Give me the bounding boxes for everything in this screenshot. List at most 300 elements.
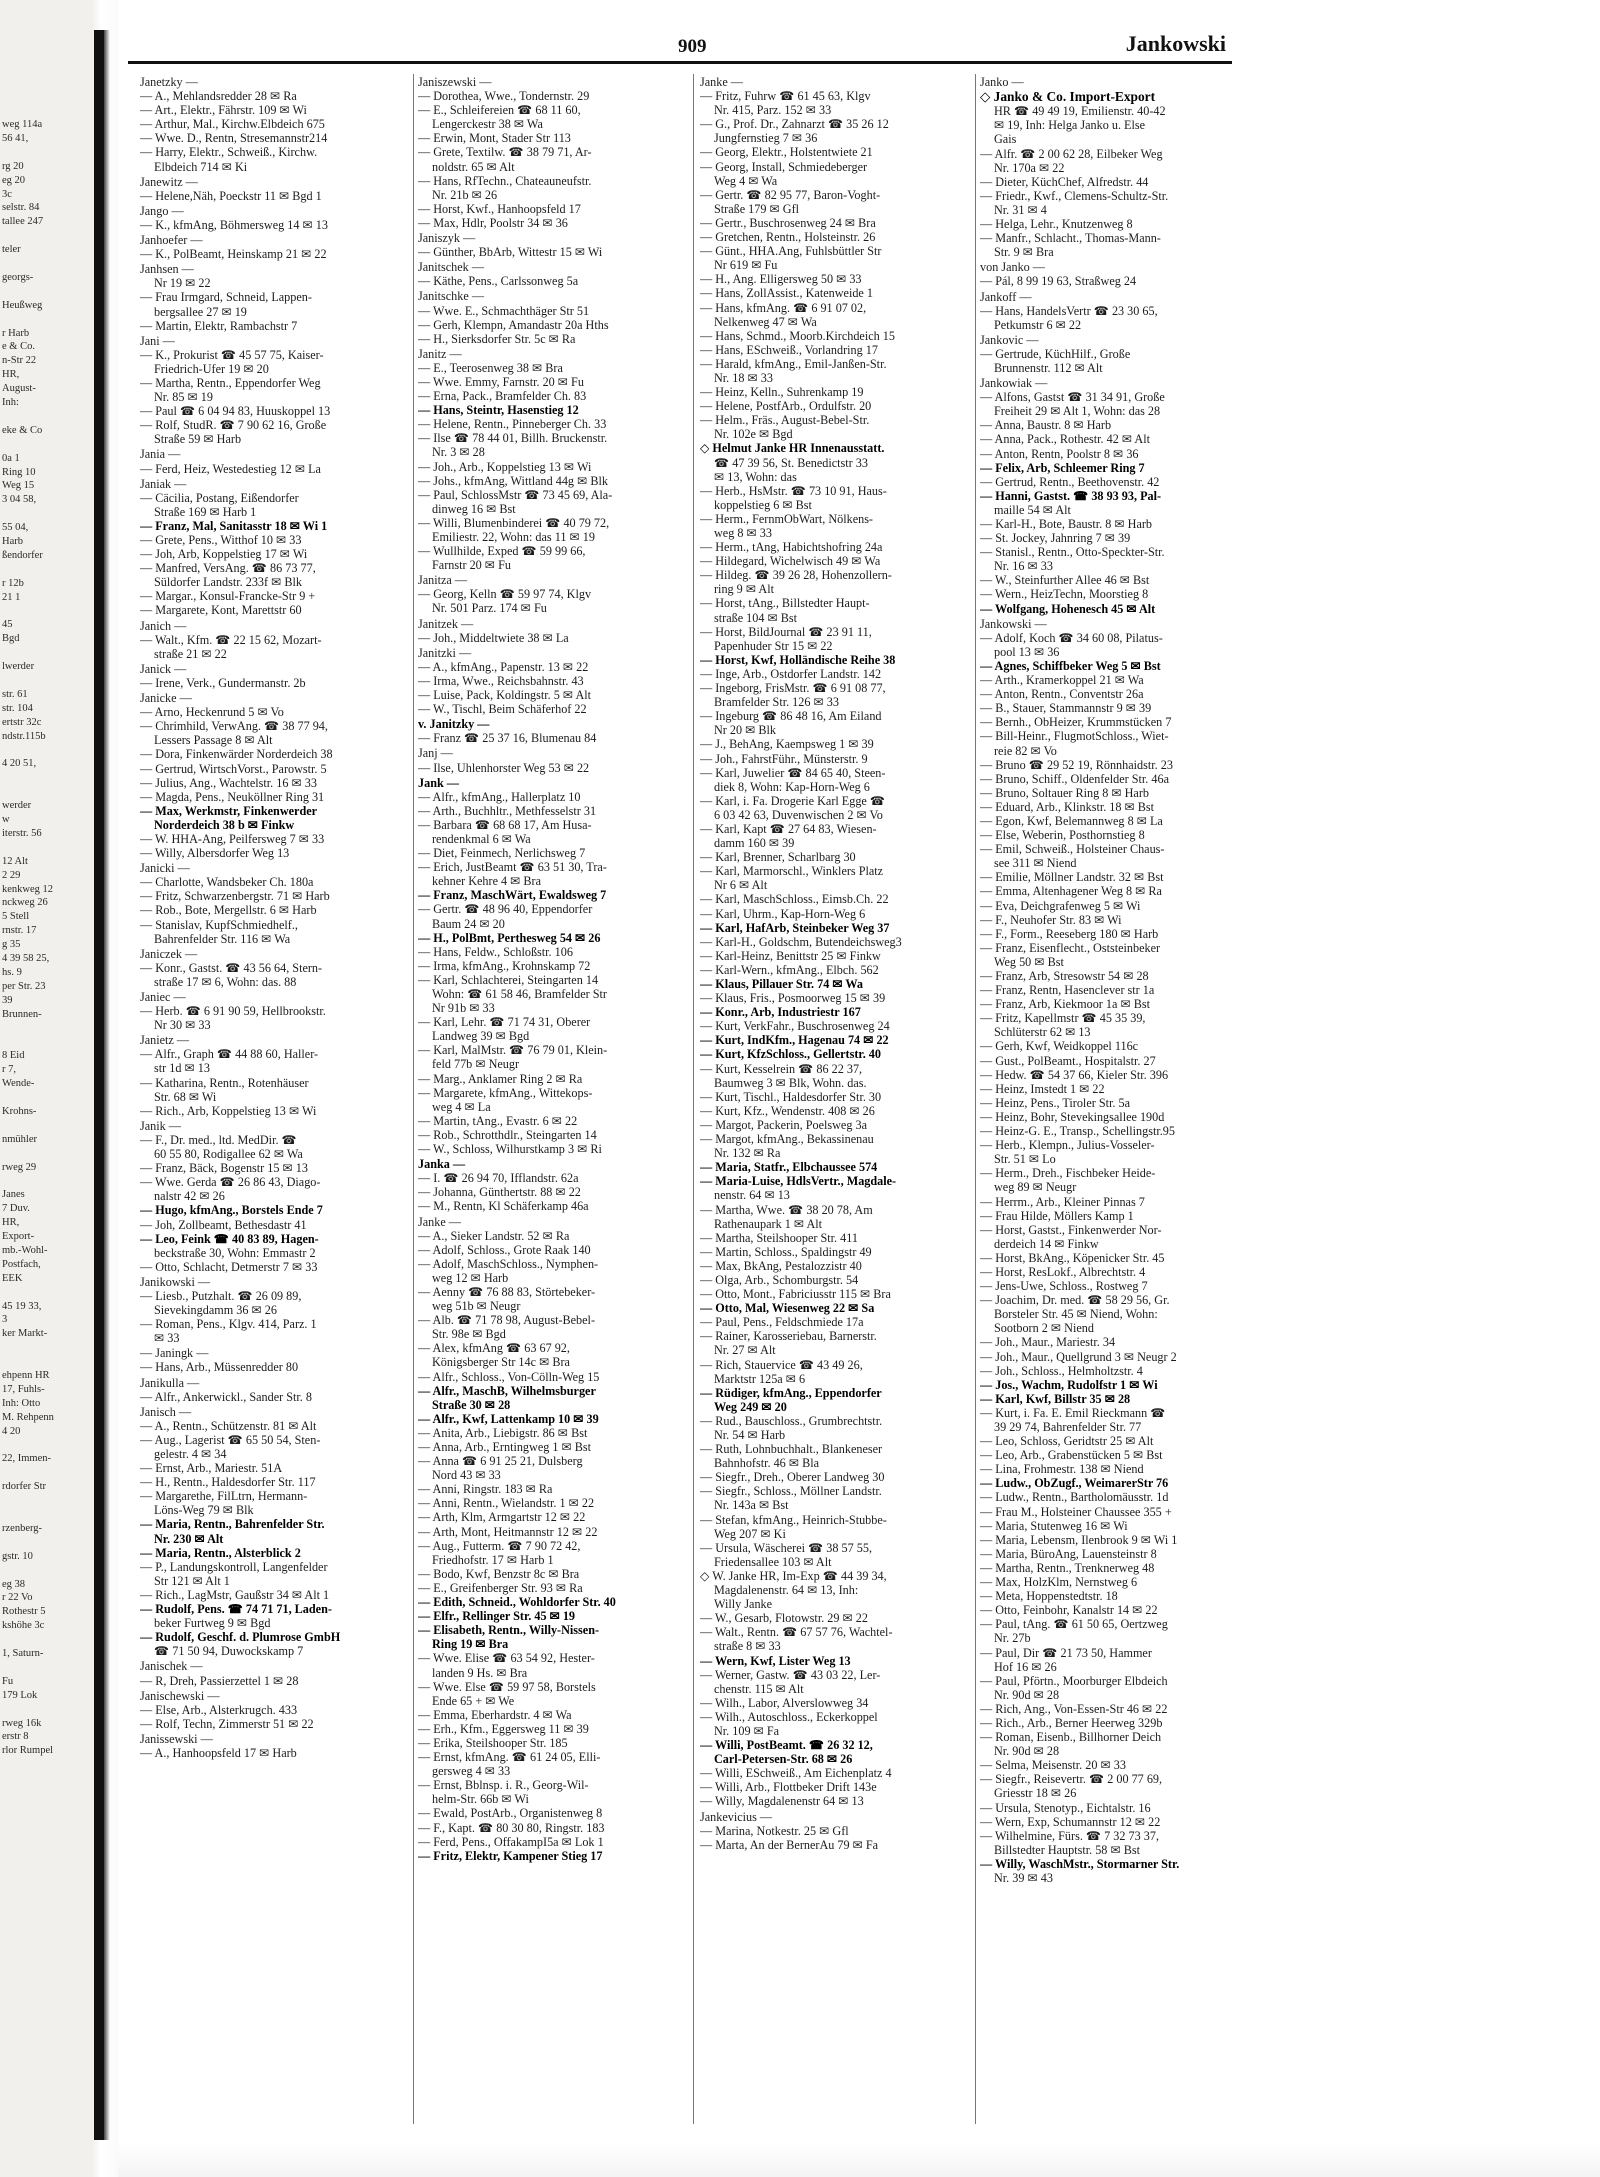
directory-entry: Nr. 90d ✉ 28 xyxy=(994,1744,1060,1759)
directory-entry: — Paul, SchlossMstr ☎ 73 45 69, Ala- xyxy=(418,487,613,502)
spine-text-fragment: 5 Stell xyxy=(2,911,30,923)
spine-text-fragment: r Harb xyxy=(2,327,30,339)
surname-heading: Janicki — xyxy=(140,861,190,876)
directory-entry: — Adolf, Koch ☎ 34 60 08, Pilatus- xyxy=(980,630,1163,645)
directory-entry: — Georg, Elektr., Holstentwiete 21 xyxy=(700,145,873,160)
directory-entry: Farnstr 20 ✉ Fu xyxy=(432,558,511,573)
directory-entry: — Gertr. ☎ 82 95 77, Baron-Voght- xyxy=(700,187,881,202)
directory-entry: — Alfr. ☎ 2 00 62 28, Eilbeker Weg xyxy=(980,146,1163,161)
directory-entry: Nr. 230 ✉ Alt xyxy=(154,1531,224,1546)
directory-entry: — Martha, Rentn., Trenknerweg 48 xyxy=(980,1560,1155,1575)
surname-heading: Janikowski — xyxy=(140,1274,211,1289)
directory-entry: — Karl, Kwf, Billstr 35 ✉ 28 xyxy=(980,1391,1131,1406)
spine-text-fragment: ker Markt- xyxy=(2,1328,48,1340)
directory-entry: Nr. 415, Parz. 152 ✉ 33 xyxy=(714,103,832,118)
directory-entry: Süldorfer Landstr. 233f ✉ Blk xyxy=(154,575,302,590)
spine-text-fragment: August- xyxy=(2,383,36,395)
directory-entry: — Joh., Maur., Mariestr. 34 xyxy=(980,1335,1116,1350)
directory-entry: — Ewald, PostArb., Organistenweg 8 xyxy=(418,1806,603,1821)
directory-entry: — Horst, Gastst., Finkenwerder Nor- xyxy=(980,1222,1162,1237)
directory-entry: Papenhuder Str 15 ✉ 22 xyxy=(714,638,833,653)
directory-entry: Str. 9 ✉ Bra xyxy=(994,245,1054,260)
directory-entry: — Karl, Brenner, Scharlbarg 30 xyxy=(700,850,856,865)
directory-entry: — Karl-Heinz, Benittstr 25 ✉ Finkw xyxy=(700,948,881,963)
directory-entry: str 1d ✉ 13 xyxy=(154,1061,210,1076)
directory-entry: HR ☎ 49 49 19, Emilienstr. 40-42 xyxy=(994,104,1166,119)
directory-entry: — Horst, BildJournal ☎ 23 91 11, xyxy=(700,624,872,639)
directory-entry: — Ursula, Stenotyp., Eichtalstr. 16 xyxy=(980,1800,1151,1815)
directory-entry: — Karl, MaschSchloss., Eimsb.Ch. 22 xyxy=(700,892,889,907)
directory-entry: — Friedr., Kwf., Clemens-Schultz-Str. xyxy=(980,188,1169,203)
directory-entry: Rathenaupark 1 ✉ Alt xyxy=(714,1216,823,1231)
directory-entry: — W. HHA-Ang, Peilfersweg 7 ✉ 33 xyxy=(140,831,325,846)
directory-entry: — Hans, HandelsVertr ☎ 23 30 65, xyxy=(980,303,1158,318)
surname-heading: Janischek — xyxy=(140,1659,203,1674)
surname-heading: Janich — xyxy=(140,618,187,633)
directory-entry: — Martin, Elektr, Rambachstr 7 xyxy=(140,318,298,333)
directory-entry: — Kurt, KfzSchloss., Gellertstr. 40 xyxy=(700,1047,881,1062)
surname-heading: Janj — xyxy=(418,746,453,761)
directory-entry: Nr. 16 ✉ 33 xyxy=(994,559,1053,574)
directory-entry: — Bernh., ObHeizer, Krummstücken 7 xyxy=(980,715,1172,730)
directory-entry: — Karl-H., Bote, Baustr. 8 ✉ Harb xyxy=(980,517,1153,532)
spine-text-fragment: e & Co. xyxy=(2,341,35,353)
directory-entry: — Eduard, Arb., Klinkstr. 18 ✉ Bst xyxy=(980,799,1155,814)
directory-entry: dinweg 16 ✉ Bst xyxy=(432,501,516,516)
surname-heading: Janhoefer — xyxy=(140,233,203,248)
directory-entry: — Art., Elektr., Fährstr. 109 ✉ Wi xyxy=(140,103,307,118)
directory-entry: — Heinz-G. E., Transp., Schellingstr.95 xyxy=(980,1124,1175,1139)
surname-heading: Jank — xyxy=(418,775,459,790)
directory-entry: — Irene, Verk., Gundermanstr. 2b xyxy=(140,675,306,690)
directory-column-1 xyxy=(140,74,412,2144)
directory-entry: — Wwe. Else ☎ 59 97 58, Borstels xyxy=(418,1679,596,1694)
spine-text-fragment: 2 29 xyxy=(2,869,21,881)
directory-entry: — Hanni, Gastst. ☎ 38 93 93, Pal- xyxy=(980,488,1162,503)
directory-entry: — Olga, Arb., Schomburgstr. 54 xyxy=(700,1272,859,1287)
spine-text-fragment: HR, xyxy=(2,1217,20,1229)
directory-entry: — E., Schleifereien ☎ 68 11 60, xyxy=(418,103,581,118)
directory-entry: — Wolfgang, Hohenesch 45 ✉ Alt xyxy=(980,601,1156,616)
directory-entry: — Ernst, Bblnsp. i. R., Georg-Wil- xyxy=(418,1778,589,1793)
directory-entry: Elbdeich 714 ✉ Ki xyxy=(154,159,248,174)
spine-text-fragment: kshöhe 3c xyxy=(2,1620,45,1632)
directory-entry: Jungfernstieg 7 ✉ 36 xyxy=(714,131,818,146)
directory-entry: — Joachim, Dr. med. ☎ 58 29 56, Gr. xyxy=(980,1293,1170,1308)
directory-entry: ✉ 13, Wohn: das xyxy=(714,469,797,484)
directory-entry: — Emil, Schweiß., Holsteiner Chaus- xyxy=(980,842,1165,857)
spine-text-fragment: rweg 29 xyxy=(2,1161,37,1173)
directory-entry: — Emilie, Möllner Landstr. 32 ✉ Bst xyxy=(980,870,1164,885)
spine-text-fragment: 3 04 58, xyxy=(2,494,37,506)
surname-heading: Jankevicius — xyxy=(700,1809,773,1824)
directory-entry: Nord 43 ✉ 33 xyxy=(432,1468,501,1483)
directory-entry: Bahnhofstr. 46 ✉ Bla xyxy=(714,1456,819,1471)
directory-column-2 xyxy=(418,74,690,2144)
directory-entry: — Bodo, Kwf, Benzstr 8c ✉ Bra xyxy=(418,1566,580,1581)
spine-text-fragment: Ring 10 xyxy=(2,466,36,478)
directory-entry: — A., Sieker Landstr. 52 ✉ Ra xyxy=(418,1228,570,1243)
surname-heading: Janke — xyxy=(418,1214,461,1229)
directory-entry: Gais xyxy=(994,132,1017,147)
spine-text-fragment: iterstr. 56 xyxy=(2,827,42,839)
directory-entry: Billstedter Hauptstr. 58 ✉ Bst xyxy=(994,1842,1140,1857)
surname-heading: Janka — xyxy=(418,1157,466,1172)
directory-entry: — Rich., Arb, Koppelstieg 13 ✉ Wi xyxy=(140,1103,317,1118)
directory-entry: — Hugo, kfmAng., Borstels Ende 7 xyxy=(140,1203,323,1218)
directory-entry: Nr. 143a ✉ Bst xyxy=(714,1498,789,1513)
directory-entry: — Paul, Pens., Feldschmiede 17a xyxy=(700,1315,864,1330)
directory-entry: — Otto, Mal, Wiesenweg 22 ✉ Sa xyxy=(700,1301,875,1316)
spine-text-fragment: kenkweg 12 xyxy=(2,883,54,895)
spine-text-fragment: teler xyxy=(2,244,21,256)
directory-entry: — Wern, Exp, Schumannstr 12 ✉ 22 xyxy=(980,1814,1161,1829)
directory-entry: — Heinz, Imstedt 1 ✉ 22 xyxy=(980,1081,1105,1096)
surname-heading: Jango — xyxy=(140,203,184,218)
directory-entry: — Günt., HHA.Ang, Fuhlsbüttler Str xyxy=(700,244,882,259)
directory-entry: ✉ 19, Inh: Helga Janko u. Else xyxy=(994,118,1146,133)
spine-text-fragment: Inh: Otto xyxy=(2,1397,41,1409)
directory-entry: — Frau Irmgard, Schneid, Lappen- xyxy=(140,290,312,305)
directory-entry: — Bruno, Soltauer Ring 8 ✉ Harb xyxy=(980,785,1149,800)
directory-entry: Landweg 39 ✉ Bgd xyxy=(432,1029,530,1044)
spine-text-fragment: 4 20 51, xyxy=(2,758,37,770)
directory-entry: Ende 65 + ✉ We xyxy=(432,1693,515,1708)
directory-entry: — Walt., Rentn. ☎ 67 57 76, Wachtel- xyxy=(700,1625,893,1640)
directory-entry: — Charlotte, Wandsbeker Ch. 180a xyxy=(140,875,314,890)
directory-entry: — Herm., Dreh., Fischbeker Heide- xyxy=(980,1166,1156,1181)
directory-entry: — Wern, Kwf, Lister Weg 13 xyxy=(700,1653,851,1668)
directory-entry: Sievekingdamm 36 ✉ 26 xyxy=(154,1303,277,1318)
directory-entry: — Joh., Schloss., Helmholtzstr. 4 xyxy=(980,1363,1143,1378)
surname-heading: Janitschke — xyxy=(418,289,485,304)
directory-entry: — Agnes, Schiffbeker Weg 5 ✉ Bst xyxy=(980,658,1161,673)
directory-entry: — Hildeg. ☎ 39 26 28, Hohenzollern- xyxy=(700,568,892,583)
directory-entry: Carl-Petersen-Str. 68 ✉ 26 xyxy=(714,1752,853,1767)
directory-entry: — Alb. ☎ 71 78 98, August-Bebel- xyxy=(418,1313,595,1328)
directory-entry: — Fritz, Kapellmstr ☎ 45 35 39, xyxy=(980,1011,1146,1026)
spine-text-fragment: 17, Fuhls- xyxy=(2,1383,45,1395)
directory-entry: straße 21 ✉ 22 xyxy=(154,646,227,661)
spine-text-fragment: ertstr 32c xyxy=(2,716,42,728)
directory-entry: Nr. 170a ✉ 22 xyxy=(994,160,1065,175)
directory-entry: — Wwe. Elise ☎ 63 54 92, Hester- xyxy=(418,1651,595,1666)
spine-text-fragment: Fu xyxy=(2,1675,14,1687)
surname-heading: Janisch — xyxy=(140,1404,192,1419)
spine-text-fragment: Heußweg xyxy=(2,299,43,311)
directory-entry: feld 77b ✉ Neugr xyxy=(432,1057,520,1072)
directory-entry: — Rudolf, Geschf. d. Plumrose GmbH xyxy=(140,1630,341,1645)
directory-entry: — Franz, Bäck, Bogenstr 15 ✉ 13 xyxy=(140,1161,308,1176)
directory-entry: weg 89 ✉ Neugr xyxy=(994,1180,1077,1195)
spine-text-fragment: 45 19 33, xyxy=(2,1300,42,1312)
surname-heading: von Janko — xyxy=(980,260,1045,275)
directory-entry: Nr. 31 ✉ 4 xyxy=(994,202,1047,217)
directory-entry: straße 17 ✉ 6, Wohn: das. 88 xyxy=(154,974,297,989)
directory-entry: Weg 207 ✉ Ki xyxy=(714,1526,786,1541)
directory-entry: Sootborn 2 ✉ Niend xyxy=(994,1321,1094,1336)
directory-entry: — Kurt, Kesselrein ☎ 86 22 37, xyxy=(700,1061,863,1076)
directory-entry: — Ingeborg, FrisMstr. ☎ 6 91 08 77, xyxy=(700,681,886,696)
directory-entry: — Maria, BüroAng, Lauensteinstr 8 xyxy=(980,1546,1157,1561)
directory-entry: — A., Rentn., Schützenstr. 81 ✉ Alt xyxy=(140,1418,317,1433)
directory-entry: — F., Neuhofer Str. 83 ✉ Wi xyxy=(980,912,1122,927)
directory-entry: straße 104 ✉ Bst xyxy=(714,610,797,625)
directory-entry: — Dieter, KüchChef, Alfredstr. 44 xyxy=(980,174,1149,189)
spine-text-fragment: tallee 247 xyxy=(2,216,44,228)
spine-text-fragment: 39 xyxy=(2,994,13,1006)
directory-entry: — Klaus, Fris., Posmoorweg 15 ✉ 39 xyxy=(700,991,886,1006)
directory-entry: — Franz ☎ 25 37 16, Blumenau 84 xyxy=(418,731,597,746)
directory-entry: — Joh, Zollbeamt, Bethesdastr 41 xyxy=(140,1217,307,1232)
directory-entry: — H., Sierksdorfer Str. 5c ✉ Ra xyxy=(418,331,576,346)
directory-entry: — Wullhilde, Exped ☎ 59 99 66, xyxy=(418,544,586,559)
directory-entry: — Maria, Stutenweg 16 ✉ Wi xyxy=(980,1518,1128,1533)
directory-entry: Str. 68 ✉ Wi xyxy=(154,1089,217,1104)
directory-entry: Straße 59 ✉ Harb xyxy=(154,432,242,447)
directory-entry: — Martin, Schloss., Spaldingstr 49 xyxy=(700,1244,872,1259)
directory-entry: — Willy, Albersdorfer Weg 13 xyxy=(140,846,290,861)
directory-entry: — W., Steinfurther Allee 46 ✉ Bst xyxy=(980,573,1150,588)
directory-entry: Lessers Passage 8 ✉ Alt xyxy=(154,733,273,748)
surname-heading: Jankowski — xyxy=(980,616,1047,631)
directory-entry: — Aenny ☎ 76 88 83, Störtebeker- xyxy=(418,1284,596,1299)
spine-text-fragment: Weg 15 xyxy=(2,480,35,492)
directory-entry: — Martha, Rentn., Eppendorfer Weg xyxy=(140,375,321,390)
directory-entry: Löns-Weg 79 ✉ Blk xyxy=(154,1503,254,1518)
directory-entry: — Ursula, Wäscherei ☎ 38 57 55, xyxy=(700,1540,872,1555)
spine-text-fragment: str. 104 xyxy=(2,702,33,714)
spine-text-fragment: 3c xyxy=(2,188,12,200)
directory-entry: — Manfr., Schlacht., Thomas-Mann- xyxy=(980,231,1161,246)
directory-entry: — Karl, MalMstr. ☎ 76 79 01, Klein- xyxy=(418,1043,608,1058)
page-bottom-edge xyxy=(118,2142,1600,2177)
directory-entry: — Franz, Eisenflecht., Oststeinbeker xyxy=(980,940,1161,955)
directory-entry: beker Furtweg 9 ✉ Bgd xyxy=(154,1616,271,1631)
directory-entry: — Paul, Dir ☎ 21 73 50, Hammer xyxy=(980,1645,1152,1660)
directory-entry: — Heinz, Pens., Tiroler Str. 5a xyxy=(980,1095,1130,1110)
directory-entry: — Paul, Pförtn., Moorburger Elbdeich xyxy=(980,1673,1168,1688)
surname-heading: Janhsen — xyxy=(140,262,194,277)
directory-entry: Willy Janke xyxy=(714,1597,773,1612)
directory-entry: 6 03 42 63, Duvenwischen 2 ✉ Vo xyxy=(714,807,883,822)
spine-text-fragment: rzenberg- xyxy=(2,1522,43,1534)
directory-entry: — Elisabeth, Rentn., Willy-Nissen- xyxy=(418,1623,600,1638)
directory-entry: — B., Stauer, Stammannstr 9 ✉ 39 xyxy=(980,701,1152,716)
directory-entry: — Karl, Kapt ☎ 27 64 83, Wiesen- xyxy=(700,821,877,836)
spine-text-fragment: M. Rehpenn xyxy=(2,1411,54,1423)
surname-heading: Janewitz — xyxy=(140,174,198,189)
directory-entry: — Gerh, Klempn, Amandastr 20a Hths xyxy=(418,317,609,332)
directory-entry: — K., PolBeamt, Heinskamp 21 ✉ 22 xyxy=(140,247,327,262)
directory-entry: — Rich, Stauervice ☎ 43 49 26, xyxy=(700,1357,863,1372)
directory-entry: — Rudolf, Pens. ☎ 74 71 71, Laden- xyxy=(140,1602,332,1617)
directory-entry: — Frau Hilde, Möllers Kamp 1 xyxy=(980,1208,1134,1223)
directory-entry: ☎ 47 39 56, St. Benedictstr 33 xyxy=(714,455,868,470)
directory-entry: — Alfr., kfmAng., Hallerplatz 10 xyxy=(418,789,581,804)
surname-heading: Janissewski — xyxy=(140,1731,213,1746)
directory-entry: — Franz, Rentn, Hasenclever str 1a xyxy=(980,983,1155,998)
directory-entry: — Helene,Näh, Poeckstr 11 ✉ Bgd 1 xyxy=(140,188,322,203)
directory-entry: — Siegfr., Schloss., Möllner Landstr. xyxy=(700,1484,882,1499)
directory-entry: gelestr. 4 ✉ 34 xyxy=(154,1447,227,1461)
directory-entry: — Martha, Steilshooper Str. 411 xyxy=(700,1230,858,1245)
spine-text-fragment: r 12b xyxy=(2,577,24,589)
directory-entry: — Karl-Wern., kfmAng., Elbch. 562 xyxy=(700,962,879,977)
directory-entry: Nr 20 ✉ Blk xyxy=(714,723,777,738)
directory-entry: Friedhofstr. 17 ✉ Harb 1 xyxy=(432,1552,554,1567)
directory-entry: Lengerckestr 38 ✉ Wa xyxy=(432,117,543,132)
directory-entry: Straße 30 ✉ 28 xyxy=(432,1397,511,1412)
directory-entry: — Alfr., MaschB, Wilhelmsburger xyxy=(418,1383,596,1398)
spine-text-fragment: mb.-Wohl- xyxy=(2,1244,48,1256)
directory-entry: — Siegfr., Dreh., Oberer Landweg 30 xyxy=(700,1470,885,1485)
directory-entry: — Anna, Arb., Erntingweg 1 ✉ Bst xyxy=(418,1440,592,1454)
directory-entry: — Gertrud, Rentn., Beethovenstr. 42 xyxy=(980,474,1160,489)
surname-heading: Jankowiak — xyxy=(980,376,1048,391)
directory-entry: koppelstieg 6 ✉ Bst xyxy=(714,497,812,512)
directory-entry: weg 8 ✉ 33 xyxy=(714,526,772,540)
spine-text-fragment: Brunnen- xyxy=(2,1008,42,1020)
directory-entry: — Stefan, kfmAng., Heinrich-Stubbe- xyxy=(700,1512,887,1527)
running-head-name: Jankowski xyxy=(1125,31,1226,56)
spine-text-fragment: rg 20 xyxy=(2,160,24,172)
surname-heading: Janitza — xyxy=(418,573,468,588)
directory-entry: Weg 50 ✉ Bst xyxy=(994,954,1064,969)
directory-entry: — Hans, Feldw., Schloßstr. 106 xyxy=(418,944,573,959)
directory-entry: — Margarethe, FilLtrn, Hermann- xyxy=(140,1489,308,1504)
directory-entry: — Margar., Konsul-Francke-Str 9 + xyxy=(140,589,316,604)
directory-entry: Nr. 90d ✉ 28 xyxy=(994,1687,1060,1702)
directory-entry: — J., BehAng, Kaempsweg 1 ✉ 39 xyxy=(700,737,874,752)
spine-text-fragment: weg 114a xyxy=(2,119,43,130)
directory-entry: — Julius, Ang., Wachtelstr. 16 ✉ 33 xyxy=(140,775,317,790)
surname-heading: Janitschek — xyxy=(418,260,485,275)
surname-heading: Janikulla — xyxy=(140,1375,200,1390)
directory-entry: — Fritz, Elektr, Kampener Stieg 17 xyxy=(418,1848,603,1863)
directory-entry: Nr. 132 ✉ Ra xyxy=(714,1146,781,1161)
directory-entry: Bramfelder Str. 126 ✉ 33 xyxy=(714,695,839,710)
directory-entry: — Rich., LagMstr, Gaußstr 34 ✉ Alt 1 xyxy=(140,1587,330,1602)
directory-entry: — Eva, Deichgrafenweg 5 ✉ Wi xyxy=(980,898,1141,913)
spine-text-fragment: rnstr. 17 xyxy=(2,925,37,937)
directory-entry: — Rob., Bote, Mergellstr. 6 ✉ Harb xyxy=(140,903,317,918)
directory-entry: — Rich, Ang., Von-Essen-Str 46 ✉ 22 xyxy=(980,1701,1168,1716)
directory-entry: — Helene, PostfArb., Ordulfstr. 20 xyxy=(700,399,872,414)
directory-entry: — Heinz, Bohr, Stevekingsallee 190d xyxy=(980,1109,1165,1124)
spine-shadow xyxy=(94,30,104,2140)
directory-entry: — Bill-Heinr., FlugmotSchloss., Wiet- xyxy=(980,729,1169,744)
directory-entry: — Johanna, Günthertstr. 88 ✉ 22 xyxy=(418,1185,581,1200)
directory-entry: — Emma, Eberhardstr. 4 ✉ Wa xyxy=(418,1707,572,1722)
directory-entry: — Erich, JustBeamt ☎ 63 51 30, Tra- xyxy=(418,860,607,875)
directory-entry: — Martha, Wwe. ☎ 38 20 78, Am xyxy=(700,1202,873,1217)
directory-entry: — Maria, Rentn., Bahrenfelder Str. xyxy=(140,1517,325,1532)
directory-entry: — Helm., Fräs., August-Bebel-Str. xyxy=(700,413,870,428)
directory-entry: — Diet, Feinmech, Nerlichsweg 7 xyxy=(418,846,586,861)
directory-entry: beckstraße 30, Wohn: Emmastr 2 xyxy=(154,1245,316,1260)
directory-entry: — Hans, Arb., Müssenredder 80 xyxy=(140,1360,299,1375)
directory-entry: — Joh, Arb, Koppelstieg 17 ✉ Wi xyxy=(140,547,308,562)
directory-entry: — Karl, Marmorschl., Winklers Platz xyxy=(700,864,884,879)
directory-entry: — Marina, Notkestr. 25 ✉ Gfl xyxy=(700,1823,849,1838)
directory-entry: Marktstr 125a ✉ 6 xyxy=(714,1371,806,1386)
spine-text-fragment: rdorfer Str xyxy=(2,1481,47,1493)
surname-heading: Janik — xyxy=(140,1118,181,1133)
directory-entry: — K., kfmAng, Böhmersweg 14 ✉ 13 xyxy=(140,217,328,232)
spine-text-fragment: 8 Eid xyxy=(2,1050,25,1062)
directory-entry: 39 29 74, Bahrenfelder Str. 77 xyxy=(994,1420,1142,1435)
directory-entry: — Karl, i. Fa. Drogerie Karl Egge ☎ xyxy=(700,793,886,808)
directory-entry: — E., Greifenberger Str. 93 ✉ Ra xyxy=(418,1580,583,1595)
directory-entry: Nr. 27b xyxy=(994,1631,1031,1646)
directory-entry: — Hans, ZollAssist., Katenweide 1 xyxy=(700,286,873,301)
directory-entry: — Georg, Install, Schmiedeberger xyxy=(700,159,868,174)
directory-entry: — Hans, kfmAng. ☎ 6 91 07 02, xyxy=(700,300,867,315)
directory-entry: — W., Schloss, Wilhurstkamp 3 ✉ Ri xyxy=(418,1142,602,1157)
directory-entry: derdeich 14 ✉ Finkw xyxy=(994,1236,1099,1251)
directory-entry: — Alfons, Gastst ☎ 31 34 91, Große xyxy=(980,390,1165,405)
directory-entry: — Katharina, Rentn., Rotenhäuser xyxy=(140,1075,309,1090)
directory-entry: — Franz, Mal, Sanitasstr 18 ✉ Wi 1 xyxy=(140,518,328,533)
directory-entry: Wohn: ☎ 61 58 46, Bramfelder Str xyxy=(432,987,607,1001)
directory-entry: Nr 30 ✉ 33 xyxy=(154,1018,211,1033)
directory-entry: — Hans, ESchweiß., Vorlandring 17 xyxy=(700,342,878,357)
spine-text-fragment: Bgd xyxy=(2,633,20,645)
directory-entry: — Gertrud, WirtschVorst., Parowstr. 5 xyxy=(140,761,327,776)
directory-entry: Friedrich-Ufer 19 ✉ 20 xyxy=(154,361,269,376)
spine-text-fragment: 21 1 xyxy=(2,591,21,603)
directory-entry: — Maria-Luise, HdlsVertr., Magdale- xyxy=(700,1174,897,1189)
directory-entry: — Karl, Juwelier ☎ 84 65 40, Steen- xyxy=(700,765,886,780)
directory-entry: — Kurt, Tischl., Haldesdorfer Str. 30 xyxy=(700,1089,882,1104)
directory-entry: — Margot, Packerin, Poelsweg 3a xyxy=(700,1117,867,1132)
directory-entry: — F., Kapt. ☎ 80 30 80, Ringstr. 183 xyxy=(418,1820,605,1835)
directory-entry: — Konr., Arb, Industriestr 167 xyxy=(700,1005,861,1020)
column-rule xyxy=(413,74,414,2124)
directory-entry: Weg 249 ✉ 20 xyxy=(714,1399,787,1414)
directory-entry: — Ludw., Rentn., Bartholomäusstr. 1d xyxy=(980,1490,1169,1505)
directory-entry: — Heinz, Kelln., Suhrenkamp 19 xyxy=(700,385,864,400)
directory-entry: — Karl, Uhrm., Kap-Horn-Weg 6 xyxy=(700,906,866,921)
directory-entry: Nr. 27 ✉ Alt xyxy=(714,1343,776,1358)
directory-entry: — Chrimhild, VerwAng. ☎ 38 77 94, xyxy=(140,719,328,734)
directory-entry: — Willi, Blumenbinderei ☎ 40 79 72, xyxy=(418,515,610,530)
directory-entry: — Anton, Rentn., Conventstr 26a xyxy=(980,687,1144,702)
directory-entry: pool 13 ✉ 36 xyxy=(994,644,1060,659)
directory-entry: — Ingeburg ☎ 86 48 16, Am Eiland xyxy=(700,709,882,724)
spine-text-fragment: 0a 1 xyxy=(2,452,20,464)
directory-entry: Str 121 ✉ Alt 1 xyxy=(154,1573,230,1588)
directory-entry: Nr 19 ✉ 22 xyxy=(154,276,211,291)
directory-entry: — Wwe. D., Rentn, Stresemannstr214 xyxy=(140,131,328,146)
directory-entry: Str. 98e ✉ Bgd xyxy=(432,1327,506,1342)
directory-entry: — Frau M., Holsteiner Chaussee 355 + xyxy=(980,1504,1172,1519)
directory-entry: — Else, Weberin, Posthornstieg 8 xyxy=(980,828,1145,843)
directory-entry: — Marg., Anklamer Ring 2 ✉ Ra xyxy=(418,1071,583,1086)
directory-entry: — P., Landungskontroll, Langenfelder xyxy=(140,1559,328,1574)
directory-entry: — Elfr., Rellinger Str. 45 ✉ 19 xyxy=(418,1609,576,1624)
directory-entry: — F., Dr. med., ltd. MedDir. ☎ xyxy=(140,1132,297,1147)
spine-text-fragment: EEK xyxy=(2,1272,23,1284)
directory-entry: — Selma, Meisenstr. 20 ✉ 33 xyxy=(980,1758,1126,1773)
directory-entry: Nr. 501 Parz. 174 ✉ Fu xyxy=(432,601,547,616)
directory-entry: — Bruno, Schiff., Oldenfelder Str. 46a xyxy=(980,771,1169,786)
directory-entry: — Max, BkAng, Pestalozzistr 40 xyxy=(700,1258,862,1273)
directory-column-4 xyxy=(980,74,1252,2144)
header-rule xyxy=(128,61,1232,64)
directory-entry: — Max, Hdlr, Poolstr 34 ✉ 36 xyxy=(418,215,568,230)
